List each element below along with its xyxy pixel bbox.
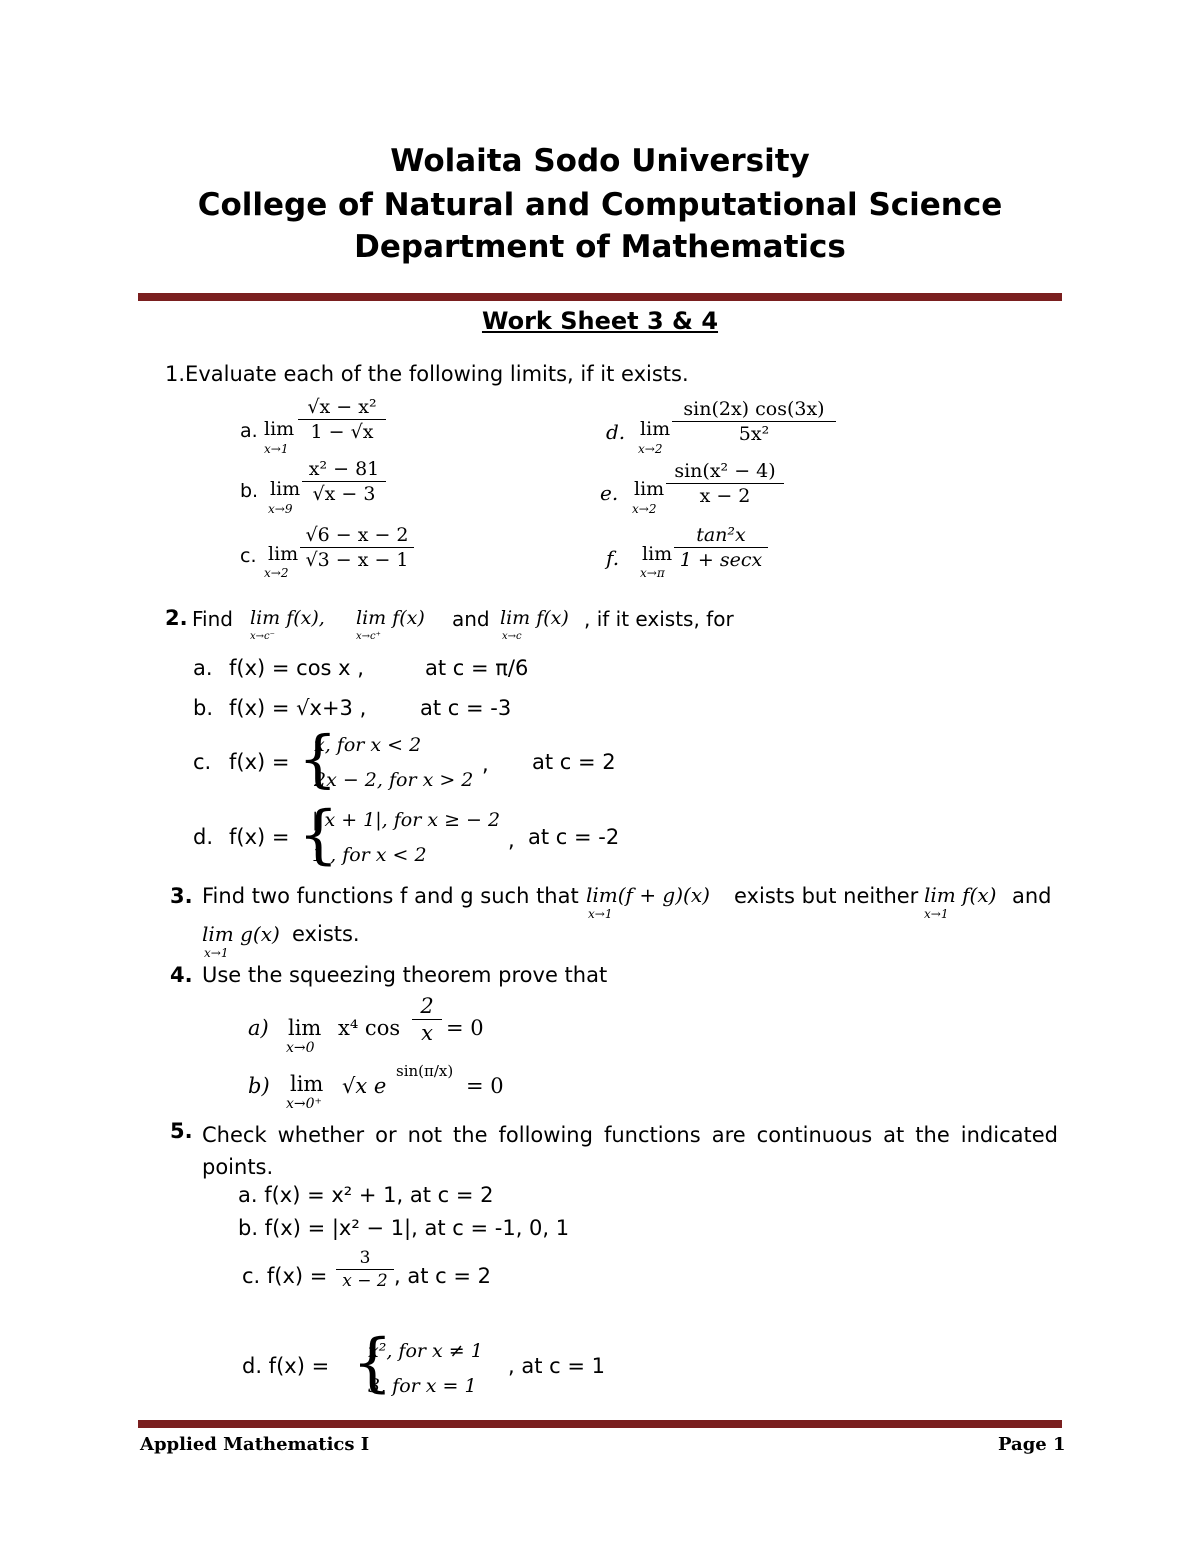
q2-lim-left: lim f(x), <box>250 607 325 629</box>
q5-item-b: b. f(x) = |x² − 1|, at c = -1, 0, 1 <box>238 1216 570 1240</box>
q2-sub-left: x→c⁻ <box>250 631 275 642</box>
q2-number: 2. <box>165 606 188 630</box>
q2-lim-two-sided: lim f(x) <box>500 607 569 629</box>
item-label: c. <box>193 750 212 774</box>
item-label: b. <box>193 696 214 720</box>
item-label: a. <box>193 656 213 680</box>
footer-course: Applied Mathematics I <box>140 1434 370 1455</box>
q2-find: Find <box>192 607 233 631</box>
department-name: Department of Mathematics <box>354 229 846 265</box>
q3-lim-sum: lim(f + g)(x) <box>586 883 710 907</box>
lim-operator: lim <box>268 543 299 565</box>
college-name: College of Natural and Computational Science <box>197 187 1003 223</box>
fraction: 3 x − 2 <box>336 1248 394 1291</box>
q3-sub-f: x→1 <box>924 907 949 921</box>
lim-subscript: x→0 <box>286 1040 315 1056</box>
q3-sub-g: x→1 <box>204 946 229 960</box>
q5-item-c-label: c. f(x) = <box>242 1264 328 1288</box>
q5-item-c-at: , at c = 2 <box>394 1264 491 1288</box>
q2-and: and <box>452 607 490 631</box>
at-point: at c = 2 <box>532 750 616 774</box>
lim-operator: lim <box>288 1016 322 1040</box>
q2-lim-right: lim f(x) <box>356 607 425 629</box>
q5-text: Check whether or not the following functions are continuous at the indicated points. <box>202 1123 1058 1179</box>
q1-text: 1.Evaluate each of the following limits, if it exists. <box>165 362 689 386</box>
fraction: x² − 81 √x − 3 <box>302 458 386 505</box>
footer-rule <box>138 1420 1062 1428</box>
q5-number: 5. <box>170 1119 193 1143</box>
item-label: a. <box>240 420 258 442</box>
item-label: e. <box>600 481 619 505</box>
at-point: at c = -2 <box>528 825 620 849</box>
lim-operator: lim <box>642 543 673 565</box>
item-label: f. <box>606 546 620 570</box>
case-1: | x + 1|, for x ≥ − 2 <box>312 809 501 831</box>
left-brace-icon: { <box>298 798 339 872</box>
case-1: x², for x ≠ 1 <box>368 1340 483 1362</box>
fraction: 2 x <box>412 994 442 1045</box>
case-2: 1 , for x < 2 <box>312 844 427 866</box>
lim-operator: lim <box>640 418 671 440</box>
left-brace-icon: { <box>298 722 338 795</box>
case-1: x, for x < 2 <box>314 734 422 756</box>
fraction: sin(x² − 4) x − 2 <box>666 460 784 507</box>
case-2: 2x − 2, for x > 2 <box>314 769 474 791</box>
q5-item-d-at: , at c = 1 <box>508 1354 605 1378</box>
lim-subscript: x→0⁺ <box>286 1096 322 1112</box>
worksheet-title: Work Sheet 3 & 4 <box>481 307 719 335</box>
lim-operator: lim <box>290 1072 324 1096</box>
q4-number: 4. <box>170 963 193 987</box>
lim-subscript: x→2 <box>632 502 657 516</box>
q3-text3: exists. <box>292 922 360 946</box>
function-def: f(x) = <box>229 825 290 849</box>
lim-subscript: x→2 <box>264 566 289 580</box>
fraction: tan²x 1 + secx <box>674 524 768 571</box>
q4b-exponent: sin(π/x) <box>396 1062 454 1080</box>
lim-subscript: x→9 <box>268 502 293 516</box>
comma: , <box>482 752 489 776</box>
q4-text: Use the squeezing theorem prove that <box>202 963 608 987</box>
q4b-expr: √x e <box>342 1074 387 1098</box>
lim-operator: lim <box>634 478 665 500</box>
q5-item-d-label: d. f(x) = <box>242 1354 330 1378</box>
function-def: f(x) = cos x , <box>229 656 364 680</box>
q5-item-a: a. f(x) = x² + 1, at c = 2 <box>238 1183 494 1207</box>
q4b-rhs: = 0 <box>466 1074 504 1098</box>
q4a-rhs: = 0 <box>446 1016 484 1040</box>
q3-number: 3. <box>170 884 193 908</box>
lim-operator: lim <box>270 478 301 500</box>
header-rule <box>138 293 1062 301</box>
fraction: sin(2x) cos(3x) 5x² <box>672 398 836 445</box>
lim-subscript: x→1 <box>264 442 289 456</box>
item-label: c. <box>240 545 257 567</box>
q3-text1: Find two functions f and g such that <box>202 884 579 908</box>
at-point: at c = -3 <box>420 696 512 720</box>
left-brace-icon: { <box>352 1326 393 1400</box>
q2-tail: , if it exists, for <box>584 607 734 631</box>
at-point: at c = π/6 <box>425 656 529 680</box>
fraction: √x − x² 1 − √x <box>298 396 386 443</box>
university-name: Wolaita Sodo University <box>390 143 810 179</box>
item-label: d. <box>193 825 214 849</box>
q2-sub-two-sided: x→c <box>502 631 522 642</box>
function-def: f(x) = <box>229 750 290 774</box>
lim-operator: lim <box>264 418 295 440</box>
case-2: 3, for x = 1 <box>368 1375 477 1397</box>
lim-subscript: x→π <box>640 566 665 580</box>
q4a-label: a) <box>248 1016 269 1040</box>
fraction: √6 − x − 2 √3 − x − 1 <box>300 524 414 571</box>
q4b-label: b) <box>248 1074 270 1098</box>
q4a-expr: x⁴ cos <box>338 1016 401 1040</box>
q2-sub-right: x→c⁺ <box>356 631 381 642</box>
item-label: b. <box>240 480 259 502</box>
lim-subscript: x→2 <box>638 442 663 456</box>
item-label: d. <box>606 420 626 444</box>
q3-sub-sum: x→1 <box>588 907 613 921</box>
q3-text2: exists but neither <box>734 884 919 908</box>
function-def: f(x) = √x+3 , <box>229 696 367 720</box>
comma: , <box>508 828 515 852</box>
q3-lim-g: lim g(x) <box>202 922 280 946</box>
q3-lim-f: lim f(x) <box>924 883 997 907</box>
q3-and: and <box>1012 884 1052 908</box>
footer-page-number: Page 1 <box>998 1434 1066 1455</box>
